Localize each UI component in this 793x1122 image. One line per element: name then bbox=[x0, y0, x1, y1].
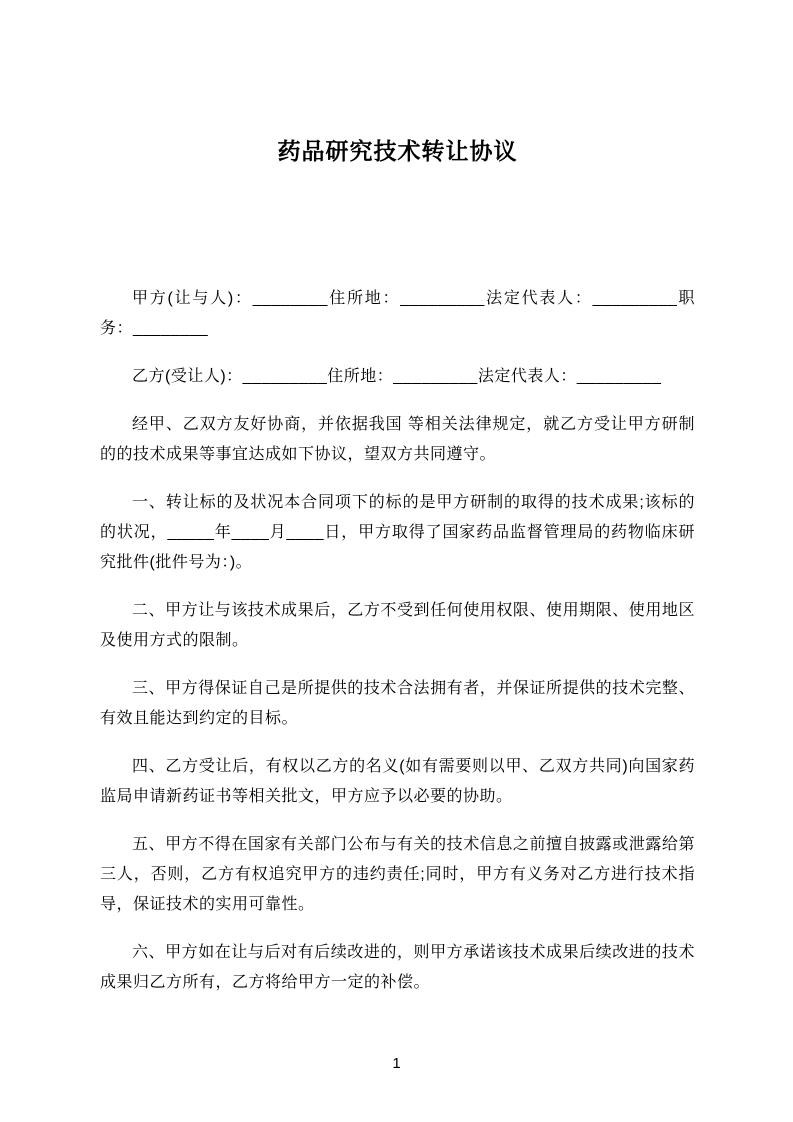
paragraph-clause-1: 一、转让标的及状况本合同项下的标的是甲方研制的取得的技术成果;该标的的状况，_____年____月____日，甲方取得了国家药品监督管理局的药物临床研究批件(批件号为：)。 bbox=[100, 494, 695, 571]
paragraph-party-a: 甲方(让与人)：________住所地：_________法定代表人：_________职务：________ bbox=[100, 290, 695, 337]
paragraph-clause-6: 六、甲方如在让与后对有后续改进的，则甲方承诺该技术成果后续改进的技术成果归乙方所有，乙方将给甲方一定的补偿。 bbox=[100, 944, 695, 991]
paragraph-clause-5: 五、甲方不得在国家有关部门公布与有关的技术信息之前擅自披露或泄露给第三人，否则，乙方有权追究甲方的违约责任;同时，甲方有义务对乙方进行技术指导，保证技术的实用可靠性。 bbox=[100, 836, 695, 913]
document-title: 药品研究技术转让协议 bbox=[277, 138, 518, 164]
paragraph-preamble: 经甲、乙双方友好协商，并依据我国 等相关法律规定，就乙方受让甲方研制的的技术成果等事宜达成如下协议，望双方共同遵守。 bbox=[100, 416, 695, 463]
paragraph-clause-2: 二、甲方让与该技术成果后，乙方不受到任何使用权限、使用期限、使用地区及使用方式的限制。 bbox=[100, 602, 695, 649]
page-number: 1 bbox=[392, 1055, 401, 1072]
paragraph-party-b: 乙方(受让人)：_________住所地：_________法定代表人：_________ bbox=[132, 368, 662, 385]
paragraph-clause-4: 四、乙方受让后，有权以乙方的名义(如有需要则以甲、乙双方共同)向国家药监局申请新药证书等相关批文，甲方应予以必要的协助。 bbox=[100, 758, 695, 805]
paragraph-clause-3: 三、甲方得保证自己是所提供的技术合法拥有者，并保证所提供的技术完整、有效且能达到约定的目标。 bbox=[100, 680, 695, 727]
